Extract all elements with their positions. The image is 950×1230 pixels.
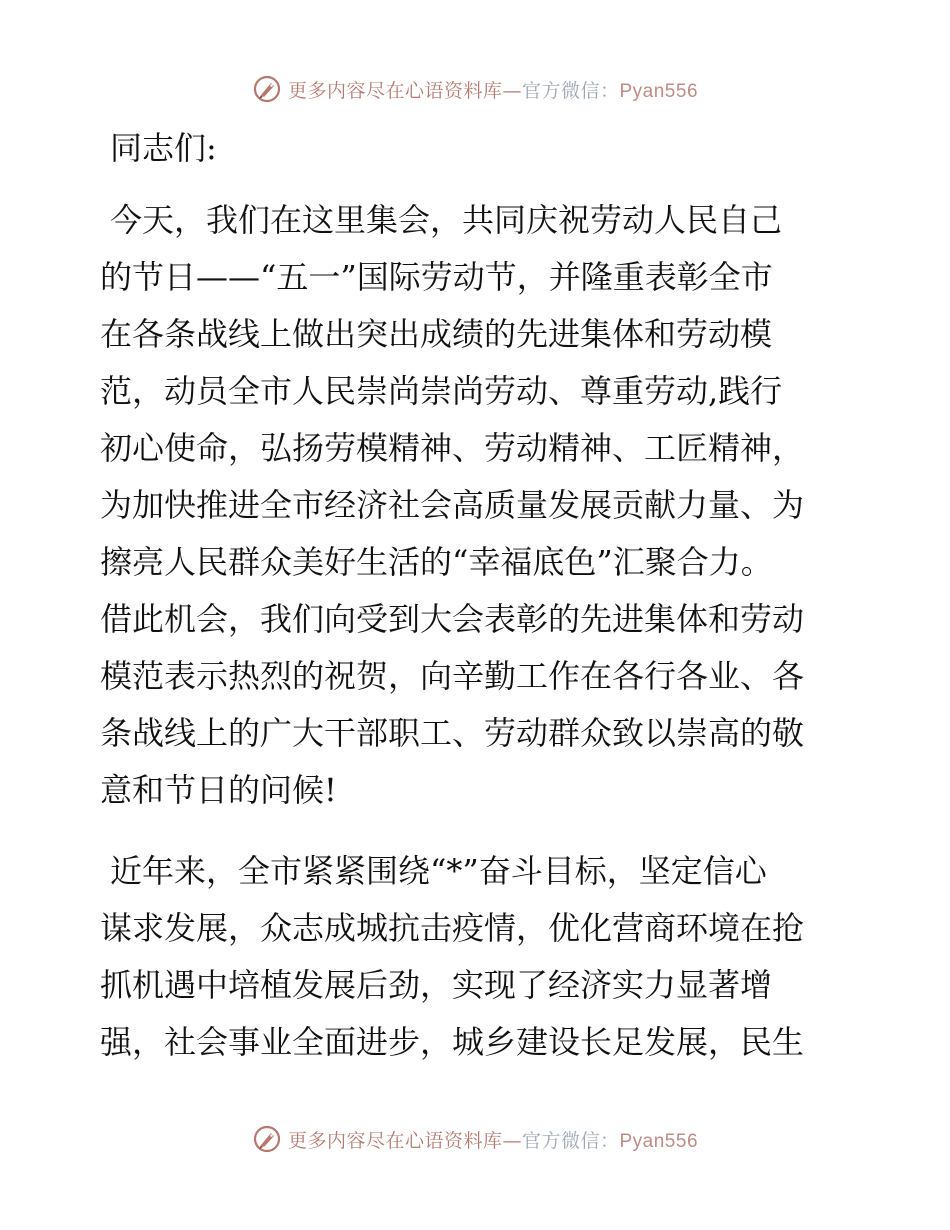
text-line: 初心使命，弘扬劳模精神、劳动精神、工匠精神， <box>100 429 805 467</box>
paragraph-2 <box>100 843 850 1071</box>
salutation: 同志们: <box>110 129 217 167</box>
text-line: 范，动员全市人民崇尚崇尚劳动、尊重劳动,践行 <box>100 372 783 410</box>
text-line: 擦亮人民群众美好生活的“幸福底色”汇聚合力。 <box>100 543 773 581</box>
fountain-pen-logo-icon <box>252 74 282 104</box>
text-line: 模范表示热烈的祝贺，向辛勤工作在各行各业、各 <box>100 657 805 695</box>
watermark-text: 更多内容尽在心语资料库—官方微信：Pyan556 <box>287 1129 699 1152</box>
text-line: 强，社会事业全面进步，城乡建设长足发展，民生 <box>100 1023 805 1061</box>
text-line: 谋求发展，众志成城抗击疫情，优化营商环境在抢 <box>100 909 805 947</box>
document-body <box>100 118 850 1071</box>
text-line: 意和节日的问候! <box>100 771 337 809</box>
text-line: 在各条战线上做出突出成绩的先进集体和劳动模 <box>100 315 773 353</box>
text-line: 今天，我们在这里集会，共同庆祝劳动人民自己 <box>110 201 783 239</box>
text-line: 的节日——“五一”国际劳动节，并隆重表彰全市 <box>100 258 773 296</box>
text-line: 为加快推进全市经济社会高质量发展贡献力量、为 <box>100 486 805 524</box>
fountain-pen-logo-icon <box>252 1124 282 1154</box>
watermark-text: 更多内容尽在心语资料库—官方微信：Pyan556 <box>287 79 699 102</box>
paragraph-1 <box>100 192 850 819</box>
footer-watermark <box>0 1122 950 1156</box>
text-line: 借此机会，我们向受到大会表彰的先进集体和劳动 <box>100 600 805 638</box>
text-line: 近年来，全市紧紧围绕“*”奋斗目标，坚定信心 <box>110 852 767 890</box>
text-line: 抓机遇中培植发展后劲，实现了经济实力显著增 <box>100 966 773 1004</box>
text-line: 条战线上的广大干部职工、劳动群众致以崇高的敬 <box>100 714 805 752</box>
header-watermark <box>0 72 950 106</box>
